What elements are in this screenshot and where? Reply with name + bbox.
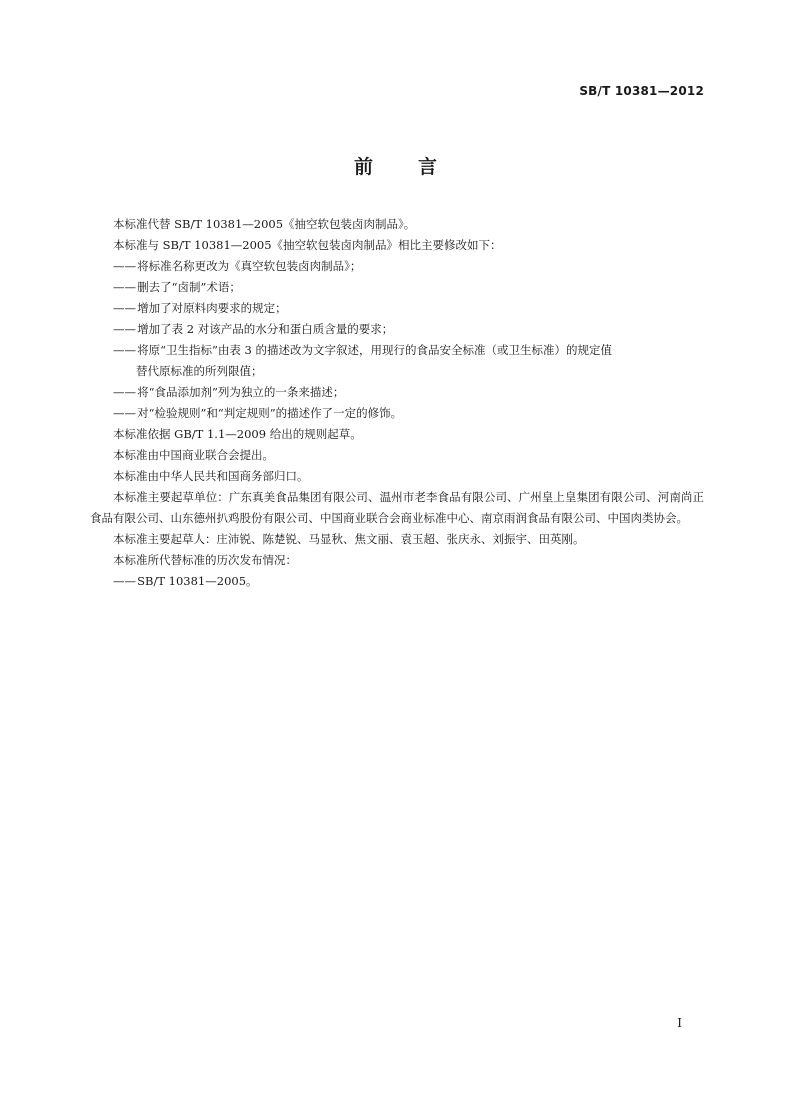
list-dash: —— [113, 259, 136, 273]
change-text: 增加了表 2 对该产品的水分和蛋白质含量的要求； [137, 322, 394, 336]
paragraph-proposer: 本标准由中国商业联合会提出。 [113, 448, 274, 462]
change-text: 将标准名称更改为《真空软包装卤肉制品》； [137, 259, 362, 273]
list-dash: —— [113, 385, 136, 399]
change-item [90, 382, 704, 403]
paragraph-drafting-rules: 本标准依据 GB/T 1.1—2009 给出的规则起草。 [113, 427, 362, 441]
title-char-2: 言 [418, 156, 439, 178]
change-item [90, 298, 704, 319]
change-text: 将原“卫生指标”由表 3 的描述改为文字叙述，用现行的食品安全标准（或卫生标准）的规定值 [137, 343, 613, 357]
paragraph-changes-intro: 本标准与 SB/T 10381—2005《抽空软包装卤肉制品》相比主要修改如下： [113, 238, 502, 252]
list-dash: —— [113, 280, 136, 294]
change-text: 对“检验规则”和“判定规则”的描述作了一定的修饰。 [137, 406, 403, 420]
paragraph-drafting-units: 本标准主要起草单位：广东真美食品集团有限公司、温州市老李食品有限公司、广州皇上皇集团有限公司、河南尚正食品有限公司、山东德州扒鸡股份有限公司、中国商业联合会商业标准中心、南京雨润食品有限公司、中国肉类协会。 [90, 490, 704, 525]
list-dash: —— [113, 406, 136, 420]
list-dash: —— [113, 574, 136, 588]
paragraph-administrator: 本标准由中华人民共和国商务部归口。 [113, 469, 309, 483]
title-char-1: 前 [353, 156, 374, 178]
change-item [90, 403, 704, 424]
page-title [0, 152, 792, 179]
change-item [90, 277, 704, 298]
paragraph-drafters: 本标准主要起草人：庄沛锐、陈楚锐、马显秋、焦文丽、袁玉超、张庆永、刘振宇、田英刚。 [113, 532, 585, 546]
list-dash: —— [113, 343, 136, 357]
paragraph-replaces: 本标准代替 SB/T 10381—2005《抽空软包装卤肉制品》。 [113, 217, 416, 231]
change-item [90, 319, 704, 340]
change-item [90, 340, 704, 382]
change-text: 将“食品添加剂”列为独立的一条来描述； [137, 385, 345, 399]
page-number: I [677, 1016, 682, 1030]
paragraph-history-intro: 本标准所代替标准的历次发布情况： [113, 553, 297, 567]
change-text: 删去了“卤制”术语； [137, 280, 241, 294]
history-item [90, 571, 704, 592]
standard-code: SB/T 10381—2012 [579, 84, 704, 98]
change-text: 增加了对原料肉要求的规定； [137, 301, 287, 315]
change-item [90, 256, 704, 277]
history-text: SB/T 10381—2005。 [137, 574, 258, 588]
list-dash: —— [113, 322, 136, 336]
foreword-body [90, 214, 704, 592]
list-dash: —— [113, 301, 136, 315]
change-text-continued: 替代原标准的所列限值； [136, 364, 263, 378]
